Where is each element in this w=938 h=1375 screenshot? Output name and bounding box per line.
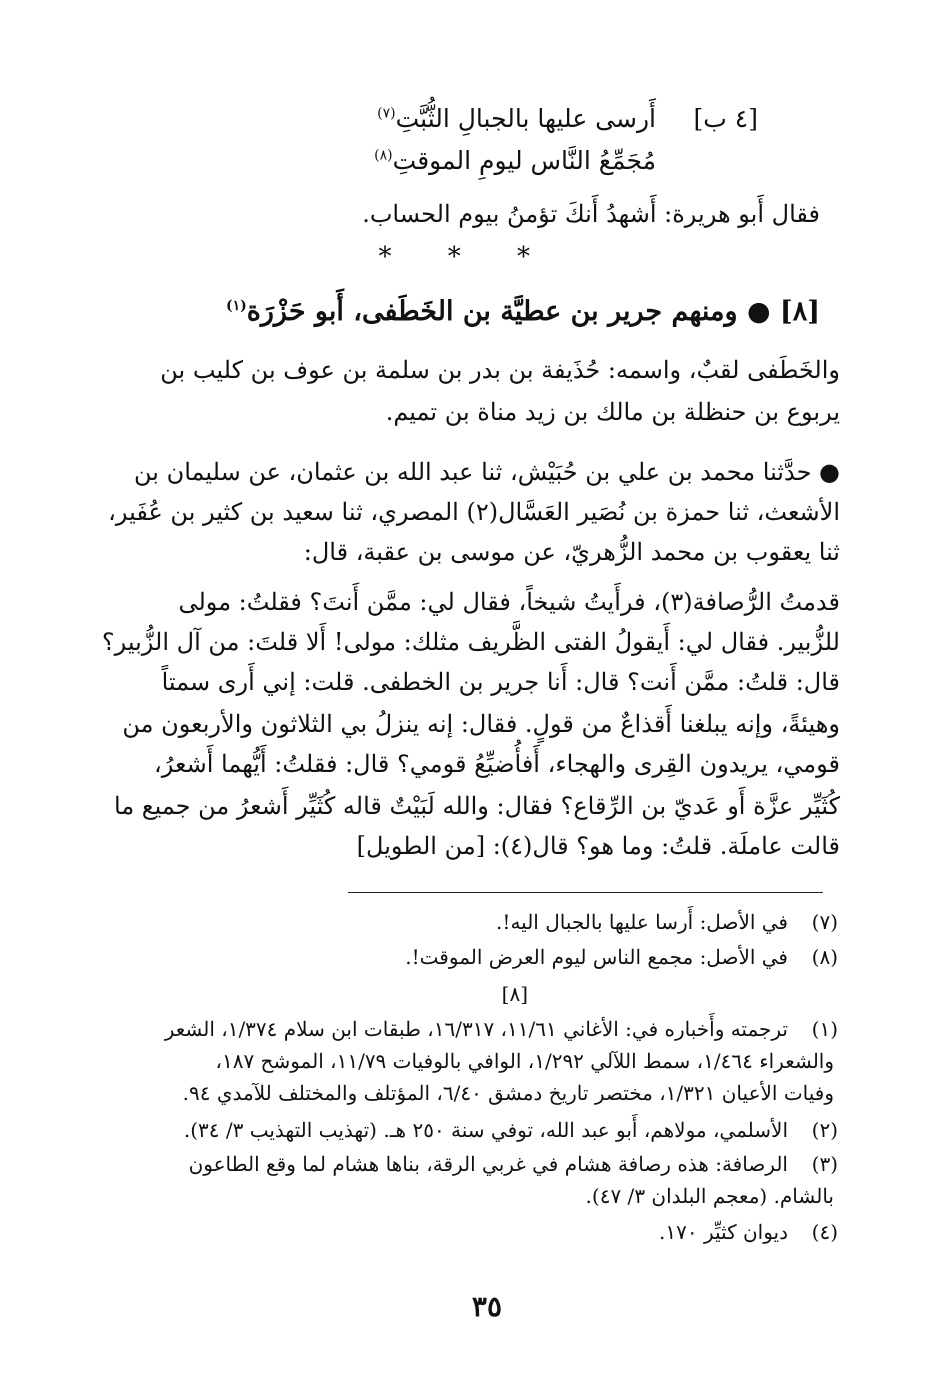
footnote-text: في الأصل: مجمع الناس ليوم العرض الموقت!. <box>405 945 788 969</box>
footnote-text: ديوان كثيِّر ١٧٠. <box>659 1220 788 1244</box>
verse-line-1 <box>377 104 656 133</box>
narrative-line: قدمتُ الرُّصافة(٣)، فرأَيتُ شيخاً، فقال لي: ممَّن أَنتَ؟ فقلتُ: مولى <box>178 588 840 616</box>
narrative-line: قومي، يريدون القِرى والهجاء، أَفأُضيِّعُ قومي؟ قال: فقلتُ: أَيُّهما أَشعرُ، <box>154 750 840 778</box>
narrative-line: قالت عاملَة. قلتُ: وما هو؟ قال(٤): [من الطويل] <box>356 832 840 860</box>
footnote-text: ترجمته وأَخباره في: الأغاني ١١/٦١، ١٦/٣١٧، طبقات ابن سلام ١/٣٧٤، الشعر <box>164 1017 788 1041</box>
narrative-line: للزُّبير. فقال لي: أَيقولُ الفتى الظَّريف مثلك: مولى! أَلا قلتَ: من آل الزُّبير؟ <box>101 628 840 656</box>
footnote-number: (٤) <box>811 1220 838 1244</box>
verse-line-2-text: مُجَمِّعُ النَّاس ليومِ الموقتِ <box>392 146 656 175</box>
footnote-number: (٨) <box>811 945 838 969</box>
footnote-number: (١) <box>811 1017 838 1041</box>
intro-line: يربوع بن حنظلة بن مالك بن زيد مناة بن تميم. <box>385 398 840 426</box>
footnote-text: الأسلمي، مولاهم، أَبو عبد الله، توفي سنة ٢٥٠ هـ. (تهذيب التهذيب ٣/ ٣٤). <box>183 1118 788 1142</box>
verse-marker: [٤ ب] <box>693 104 758 133</box>
footnote-ref-8: (٨) <box>374 147 393 164</box>
footnote-number: (٧) <box>811 910 838 934</box>
footnote-number: (٢) <box>811 1118 838 1142</box>
verse-line-1-text: أَرسى عليها بالجبالِ الثُّبَّتِ <box>395 104 656 133</box>
narrative-line: وهيئةً، وإنه يبلغنا أَقذاعٌ من قولٍ. فقال: إنه ينزلُ بي الثلاثون والأربعون من <box>122 710 840 738</box>
verse-line-2 <box>374 146 656 175</box>
abu-hurayra-line: فقال أَبو هريرة: أَشهدُ أَنكَ تؤمنُ بيوم الحساب. <box>362 200 820 228</box>
footnote-text: وفيات الأعيان ١/٣٢١، مختصر تاريخ دمشق ٦/٤٠، المؤتلف والمختلف للآمدي ٩٤. <box>182 1081 834 1105</box>
section-heading <box>226 296 820 327</box>
page-number: ٣٥ <box>471 1290 502 1323</box>
intro-line: والخَطَفى لقبٌ، واسمه: حُذَيفة بن بدر بن سلمة بن عوف بن كليب بن <box>160 356 840 384</box>
footnote-text: الرصافة: هذه رصافة هشام في غربي الرقة، بناها هشام لما وقع الطاعون <box>188 1152 788 1176</box>
narrative-line: قال: قلتُ: ممَّن أَنت؟ قال: أَنا جرير بن الخطفى. قلت: إني أَرى سمتاً <box>161 668 840 696</box>
footnote-divider <box>348 892 823 893</box>
isnad-line: ● حدَّثنا محمد بن علي بن حُبَيْش، ثنا عبد الله بن عثمان، عن سليمان بن <box>134 458 840 486</box>
isnad-line: الأشعث، ثنا حمزة بن نُصَير العَسَّال(٢) المصري، ثنا سعيد بن كثير بن عُفَير، <box>108 498 840 526</box>
narrative-line: كُثَيِّر عزَّة أَو عَديّ بن الرِّقاع؟ فقال: والله لَبَيْتٌ قاله كُثَيِّر أَشعرُ من جميع ما <box>114 792 840 820</box>
footnote-text: في الأصل: أَرسا عليها بالجبال اليه!. <box>496 910 788 934</box>
footnote-text: بالشام. (معجم البلدان ٣/ ٤٧). <box>585 1184 834 1208</box>
section-title: ● ومنهم جرير بن عطيَّة بن الخَطَفى، أَبو حَزْرَة <box>246 296 771 327</box>
section-separator: * * * <box>378 242 554 272</box>
footnote-ref-7: (٧) <box>377 105 396 122</box>
footnote-text: والشعراء ١/٤٦٤، سمط اللآلي ١/٢٩٢، الوافي بالوفيات ١١/٧٩، الموشح ١٨٧، <box>215 1049 834 1073</box>
footnote-section-marker: [٨] <box>501 982 528 1006</box>
isnad-line: ثنا يعقوب بن محمد الزُّهريّ، عن موسى بن عقبة، قال: <box>303 538 840 566</box>
section-number: [٨] <box>779 296 820 327</box>
footnote-ref-1: (١) <box>225 298 247 314</box>
footnote-number: (٣) <box>811 1152 838 1176</box>
